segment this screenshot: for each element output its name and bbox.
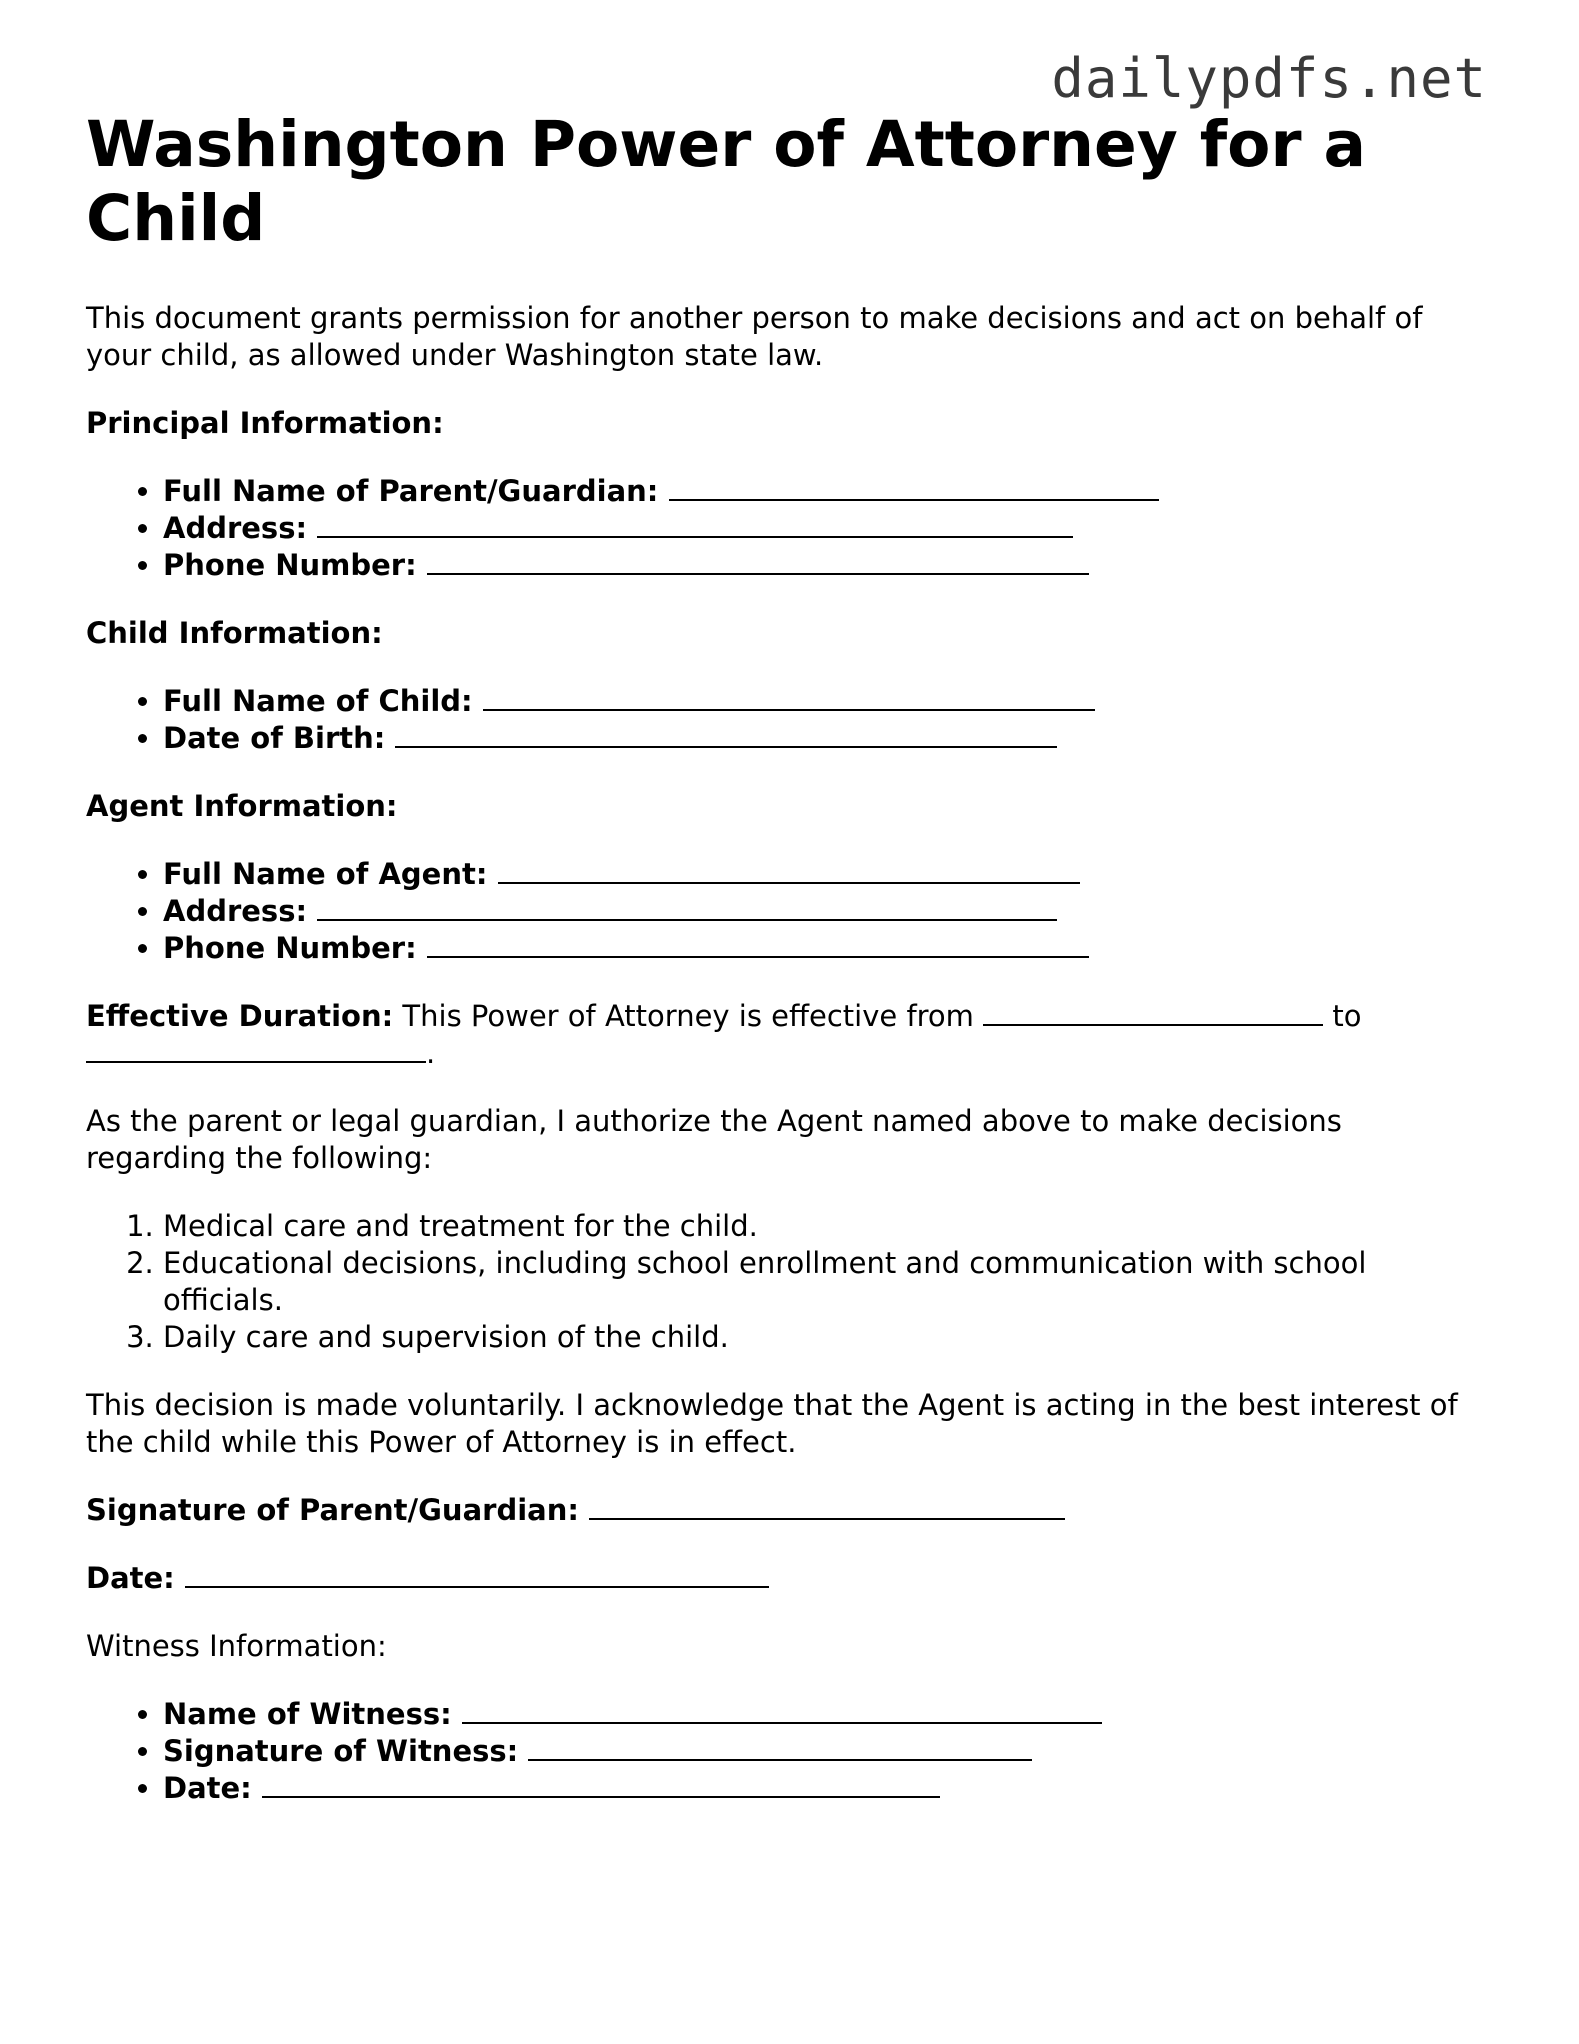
list-item: 1. Medical care and treatment for the child. [163, 1208, 1486, 1245]
witness-signature-field [163, 1733, 1486, 1770]
list-item: 2. Educational decisions, including school enrollment and communication with school officials. [163, 1245, 1486, 1319]
witness-name-blank[interactable] [462, 1696, 1102, 1724]
witness-heading: Witness Information: [86, 1629, 387, 1663]
duration-start-blank[interactable] [983, 998, 1323, 1026]
field-label: Phone Number: [163, 931, 417, 965]
child-heading: Child Information: [86, 616, 383, 650]
principal-address-blank[interactable] [317, 510, 1073, 538]
voluntary-paragraph: This decision is made voluntarily. I acknowledge that the Agent is acting in the best interest of the child while this Power of Attorney is in effect. [86, 1388, 1458, 1459]
effective-duration [86, 998, 1486, 1072]
witness-date-field [163, 1770, 1486, 1807]
principal-name-blank[interactable] [669, 473, 1159, 501]
principal-address-field [163, 510, 1486, 547]
child-name-blank[interactable] [483, 683, 1095, 711]
child-dob-field [163, 720, 1486, 757]
duration-to: to [1332, 999, 1362, 1033]
document-title: Washington Power of Attorney for a Child [86, 108, 1366, 255]
parent-signature-line [86, 1492, 1486, 1529]
witness-name-field [163, 1696, 1486, 1733]
agent-fields [86, 856, 1486, 967]
child-dob-blank[interactable] [395, 720, 1057, 748]
field-label: Address: [163, 894, 308, 928]
principal-phone-blank[interactable] [427, 547, 1089, 575]
duration-label: Effective Duration: [86, 999, 394, 1033]
child-name-field [163, 683, 1486, 720]
duration-end-blank[interactable] [86, 1035, 426, 1063]
principal-name-field [163, 473, 1486, 510]
field-label: Name of Witness: [163, 1697, 452, 1731]
witness-signature-blank[interactable] [528, 1733, 1032, 1761]
principal-heading: Principal Information: [86, 406, 444, 440]
date-label: Date: [86, 1561, 175, 1595]
date-line [86, 1560, 1486, 1597]
field-label: Phone Number: [163, 548, 417, 582]
agent-phone-blank[interactable] [427, 930, 1089, 958]
field-label: Date of Birth: [163, 721, 386, 755]
agent-name-field [163, 856, 1486, 893]
witness-fields [86, 1696, 1486, 1807]
duration-end-period: . [426, 1036, 436, 1070]
principal-phone-field [163, 547, 1486, 584]
agent-heading: Agent Information: [86, 789, 398, 823]
duration-text: This Power of Attorney is effective from [402, 999, 974, 1033]
intro-paragraph: This document grants permission for another person to make decisions and act on behalf of your child, as allowed under Washington state law. [86, 301, 1423, 372]
authorization-paragraph: As the parent or legal guardian, I authorize the Agent named above to make decisions regarding the following: [86, 1104, 1342, 1175]
list-item: 3. Daily care and supervision of the child. [163, 1319, 1486, 1356]
principal-fields [86, 473, 1486, 584]
witness-date-blank[interactable] [262, 1770, 940, 1798]
agent-address-blank[interactable] [317, 893, 1057, 921]
authorization-list [86, 1208, 1486, 1356]
agent-address-field [163, 893, 1486, 930]
field-label: Full Name of Parent/Guardian: [163, 474, 659, 508]
field-label: Date: [163, 1771, 252, 1805]
watermark: dailypdfs.net [1051, 47, 1487, 110]
child-fields [86, 683, 1486, 757]
field-label: Full Name of Agent: [163, 857, 488, 891]
agent-phone-field [163, 930, 1486, 967]
field-label: Signature of Witness: [163, 1734, 519, 1768]
document-page [86, 108, 1486, 1807]
agent-name-blank[interactable] [498, 856, 1080, 884]
date-blank[interactable] [185, 1560, 769, 1588]
parent-signature-blank[interactable] [589, 1492, 1065, 1520]
field-label: Full Name of Child: [163, 684, 473, 718]
signature-label: Signature of Parent/Guardian: [86, 1493, 579, 1527]
field-label: Address: [163, 511, 308, 545]
